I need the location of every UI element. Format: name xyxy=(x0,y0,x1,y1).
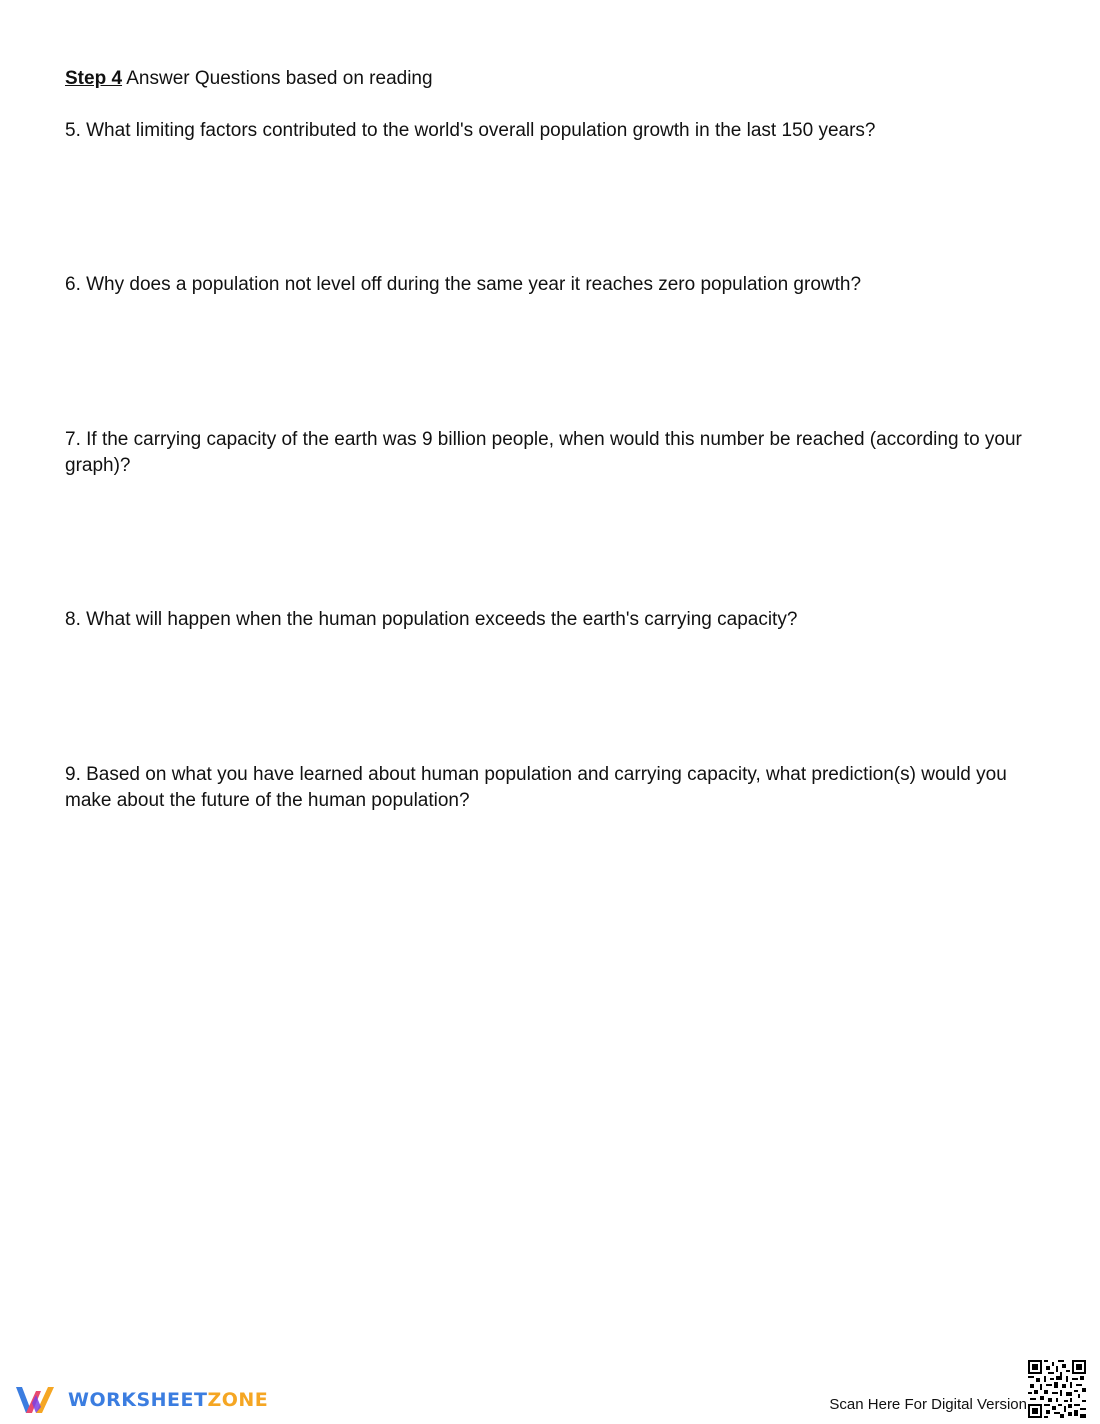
step-label: Step 4 xyxy=(65,68,123,89)
qr-code-icon[interactable] xyxy=(1028,1360,1086,1418)
worksheetzone-logo-text xyxy=(68,1389,268,1411)
question-5: 5. What limiting factors contributed to the world's overall population growth in the last 150 years? xyxy=(65,120,876,141)
step-heading xyxy=(65,67,433,91)
question-7: 7. If the carrying capacity of the earth was 9 billion people, when would this number be reached (according to your graph)? xyxy=(65,429,1022,476)
scan-instruction: Scan Here For Digital Version xyxy=(829,1396,1027,1413)
step-instruction: Answer Questions based on reading xyxy=(122,68,433,89)
worksheetzone-logo-icon xyxy=(14,1383,62,1417)
worksheetzone-logo xyxy=(14,1383,268,1417)
question-6: 6. Why does a population not level off during the same year it reaches zero population growth? xyxy=(65,274,862,295)
logo-text-worksheet: WORKSHEET xyxy=(68,1389,208,1411)
question-8: 8. What will happen when the human population exceeds the earth's carrying capacity? xyxy=(65,609,798,630)
logo-text-zone: ZONE xyxy=(207,1389,269,1411)
question-9: 9. Based on what you have learned about human population and carrying capacity, what prediction(s) would you make about the future of the human population? xyxy=(65,764,1007,811)
